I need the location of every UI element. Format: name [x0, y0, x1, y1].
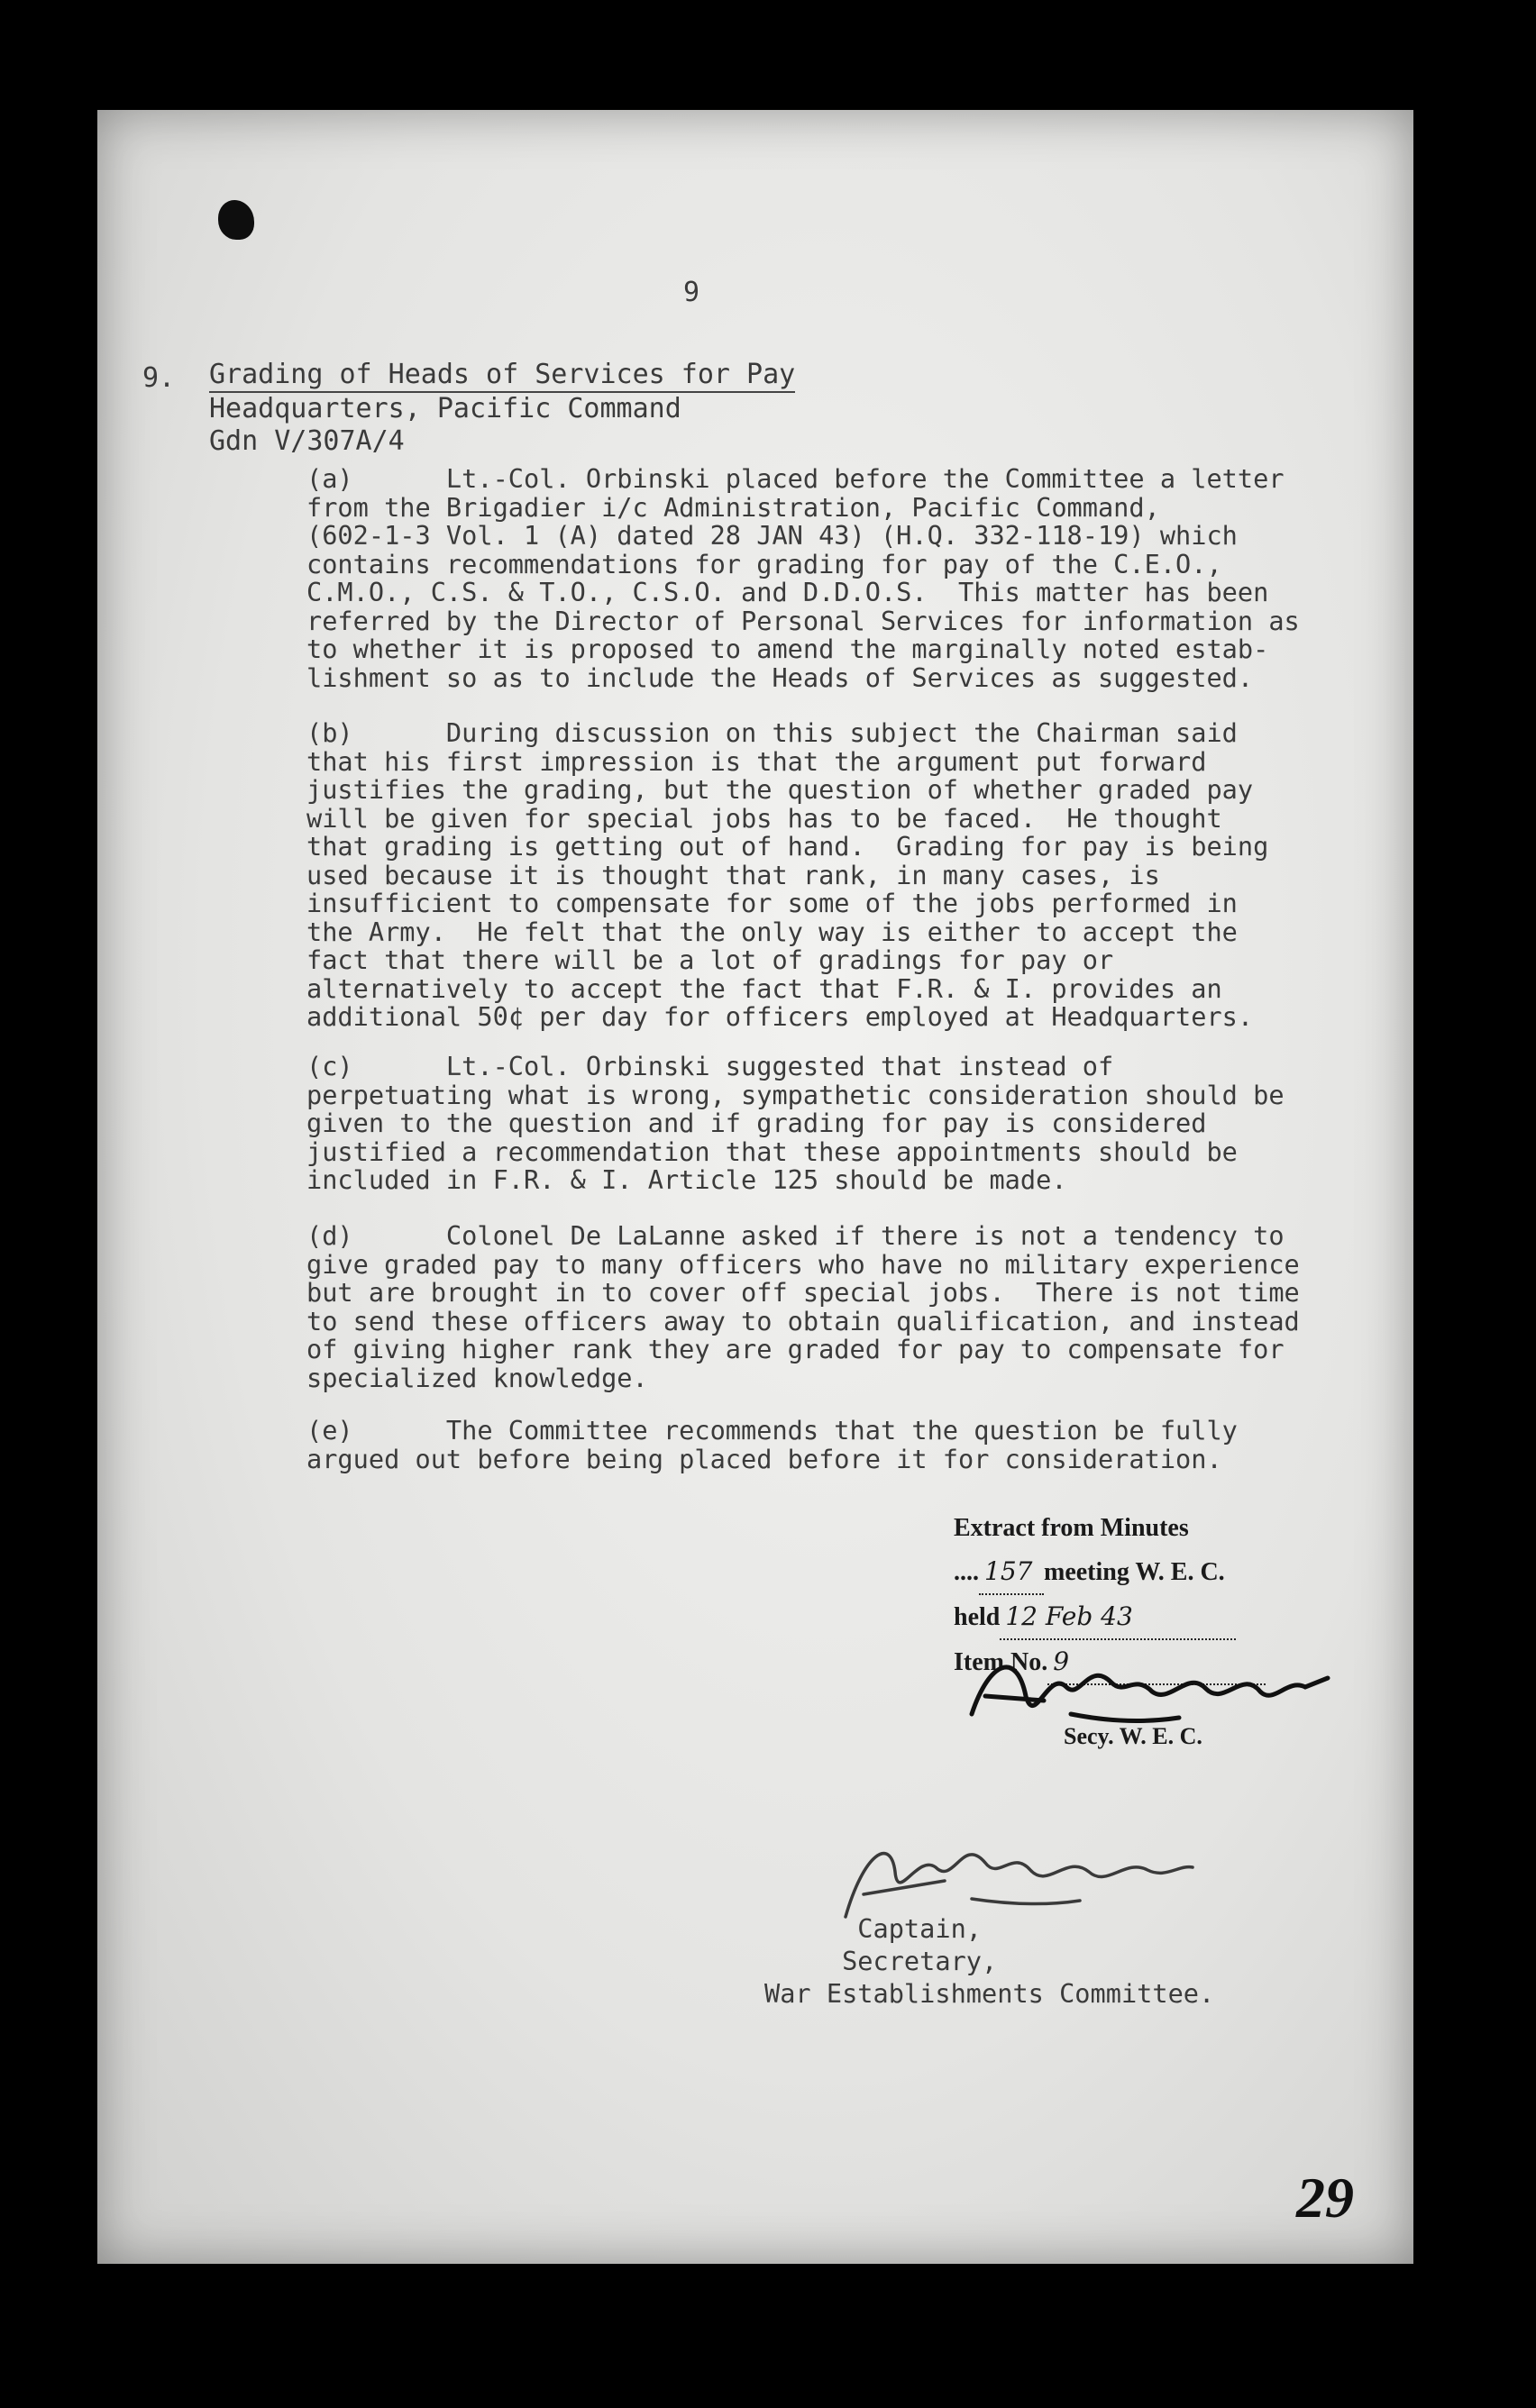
handwritten-page-number: 29	[1296, 2166, 1354, 2230]
paragraph-line: (c) Lt.-Col. Orbinski suggested that instead of	[306, 1051, 1114, 1081]
stamp-meeting-label: meeting W. E. C.	[1044, 1558, 1225, 1586]
paragraph-line: given to the question and if grading for pay is considered	[306, 1108, 1207, 1138]
stamp-held-value: 12 Feb 43	[1000, 1595, 1236, 1640]
paragraph-line: that grading is getting out of hand. Grading for pay is being	[306, 831, 1269, 862]
stamp-item-value: 9	[1047, 1640, 1266, 1685]
paragraph-b	[306, 719, 1478, 1032]
document-page	[97, 110, 1413, 2264]
stamp-meeting-prefix: ....	[954, 1558, 979, 1586]
paragraph-line: argued out before being placed before it for consideration.	[306, 1443, 1222, 1474]
signature-block	[764, 1912, 1214, 2010]
paragraph-line: justifies the grading, but the question of whether graded pay	[306, 774, 1254, 805]
heading-file-ref: Gdn V/307A/4	[209, 425, 405, 457]
signature-title: Secretary,	[764, 1946, 998, 1976]
signature-rank: Captain,	[764, 1913, 983, 1944]
stamp-meeting-value: 157	[979, 1550, 1044, 1595]
paragraph-line: will be given for special jobs has to be faced. He thought	[306, 802, 1222, 834]
paragraph-line: give graded pay to many officers who have no military experience	[306, 1248, 1300, 1280]
item-number: 9.	[142, 362, 176, 394]
paragraph-line: perpetuating what is wrong, sympathetic consideration should be	[306, 1079, 1285, 1110]
paragraph-line: insufficient to compensate for some of the jobs performed in	[306, 888, 1238, 918]
paragraph-line: to send these officers away to obtain qualification, and instead	[306, 1305, 1300, 1336]
paragraph-line: (e) The Committee recommends that the question be fully	[306, 1415, 1238, 1446]
item-heading	[209, 359, 795, 458]
paragraph-line: specialized knowledge.	[306, 1362, 648, 1393]
paragraph-line: contains recommendations for grading for pay of the C.E.O.,	[306, 548, 1222, 579]
stamp-held	[954, 1595, 1368, 1640]
paragraph-d	[306, 1222, 1478, 1392]
stamp-held-label: held	[954, 1603, 1001, 1631]
paragraph-line: (b) During discussion on this subject the Chairman said	[306, 717, 1238, 748]
heading-subtitle: Headquarters, Pacific Command	[209, 393, 681, 424]
stamp-secretary-label: Secy. W. E. C.	[1064, 1723, 1202, 1749]
paragraph-c	[306, 1053, 1478, 1195]
paragraph-line: used because it is thought that rank, in many cases, is	[306, 859, 1160, 890]
paragraph-a	[306, 465, 1478, 692]
stamp-item-label: Item No.	[954, 1648, 1048, 1676]
paragraph-line: the Army. He felt that the only way is either to accept the	[306, 916, 1238, 947]
ink-blot	[218, 200, 254, 240]
heading-title: Grading of Heads of Services for Pay	[209, 359, 795, 393]
paragraph-line: referred by the Director of Personal Services for information as	[306, 605, 1300, 636]
paragraph-line: (d) Colonel De LaLanne asked if there is not a tendency to	[306, 1220, 1285, 1251]
paragraph-line: to whether it is proposed to amend the marginally noted estab-	[306, 634, 1269, 664]
paragraph-line: (a) Lt.-Col. Orbinski placed before the Committee a letter	[306, 463, 1285, 494]
paragraph-line: C.M.O., C.S. & T.O., C.S.O. and D.D.O.S. This matter has been	[306, 577, 1269, 607]
stamp-meeting	[954, 1550, 1368, 1595]
paragraph-line: but are brought in to cover off special jobs. There is not time	[306, 1277, 1300, 1308]
paragraph-line: fact that there will be a lot of gradings for pay or	[306, 944, 1114, 975]
paragraph-line: alternatively to accept the fact that F.R. & I. provides an	[306, 972, 1222, 1004]
paragraph-line: (602-1-3 Vol. 1 (A) dated 28 JAN 43) (H.Q. 332-118-19) which	[306, 520, 1238, 551]
page-number: 9	[683, 277, 700, 308]
paragraph-line: justified a recommendation that these appointments should be	[306, 1136, 1238, 1167]
paragraph-line: included in F.R. & I. Article 125 should be made.	[306, 1164, 1067, 1195]
paragraph-e	[306, 1417, 1478, 1473]
paragraph-line: additional 50¢ per day for officers employed at Headquarters.	[306, 1001, 1254, 1032]
paragraph-line: that his first impression is that the argument put forward	[306, 745, 1207, 777]
paragraph-line: lishment so as to include the Heads of Services as suggested.	[306, 661, 1254, 693]
stamp-title: Extract from Minutes	[954, 1514, 1189, 1542]
paragraph-line: of giving higher rank they are graded for pay to compensate for	[306, 1334, 1285, 1364]
signature-committee: War Establishments Committee.	[764, 1978, 1215, 2009]
paragraph-line: from the Brigadier i/c Administration, Pacific Command,	[306, 491, 1160, 523]
